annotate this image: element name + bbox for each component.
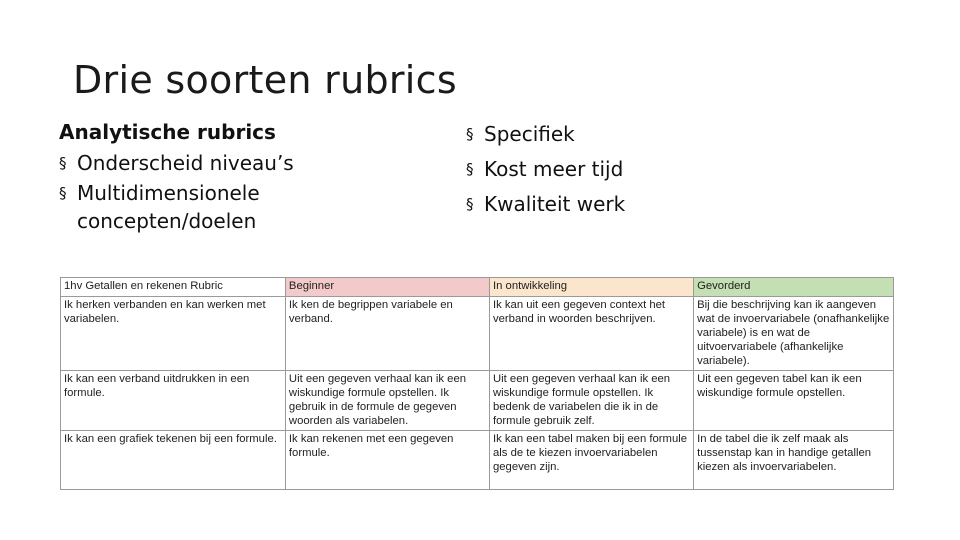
rubric-cell: Ik kan uit een gegeven context het verband in woorden beschrijven. — [489, 297, 693, 371]
rubric-header-in-ontwikkeling: In ontwikkeling — [489, 278, 693, 297]
rubric-cell: In de tabel die ik zelf maak als tussenstap kan in handige getallen kiezen als invoervariabelen. — [694, 431, 894, 490]
square-bullet-icon: § — [466, 125, 474, 143]
rubric-cell: Ik kan rekenen met een gegeven formule. — [285, 431, 489, 490]
rubric-cell: Ik ken de begrippen variabele en verband. — [285, 297, 489, 371]
right-bullet-item — [466, 117, 866, 152]
rubric-header-gevorderd: Gevorderd — [694, 278, 894, 297]
left-heading: Analytische rubrics — [59, 120, 276, 144]
left-bullet-list — [59, 148, 439, 235]
left-bullet-item — [59, 179, 439, 235]
right-bullet-text: Specifiek — [484, 122, 575, 146]
rubric-cell: Bij die beschrijving kan ik aangeven wat de invoervariabele (onafhankelijke variabele) is en wat de uitvoervariabele (afhankelijke variabele). — [694, 297, 894, 371]
left-bullet-text: Onderscheid niveau’s — [77, 151, 294, 175]
right-bullet-text: Kwaliteit werk — [484, 192, 626, 216]
rubric-cell: Uit een gegeven verhaal kan ik een wiskundige formule opstellen. Ik bedenk de variabelen die ik in de formule gebruik zelf. — [489, 371, 693, 431]
rubric-table — [60, 277, 894, 490]
rubric-header-beginner: Beginner — [285, 278, 489, 297]
slide-title: Drie soorten rubrics — [73, 58, 457, 102]
rubric-table-image — [60, 277, 894, 495]
right-bullet-item — [466, 187, 866, 222]
right-text-column — [466, 117, 866, 222]
right-bullet-list — [466, 117, 866, 222]
square-bullet-icon: § — [59, 184, 67, 202]
left-text-column — [59, 117, 439, 235]
left-bullet-item — [59, 148, 439, 179]
rubric-cell: Ik kan een grafiek tekenen bij een formule. — [61, 431, 286, 490]
rubric-row — [61, 371, 894, 431]
rubric-cell: Uit een gegeven tabel kan ik een wiskundige formule opstellen. — [694, 371, 894, 431]
rubric-row — [61, 431, 894, 490]
rubric-cell: Ik kan een tabel maken bij een formule als de te kiezen invoervariabelen gegeven zijn. — [489, 431, 693, 490]
rubric-cell: Ik kan een verband uitdrukken in een formule. — [61, 371, 286, 431]
rubric-header-topic: 1hv Getallen en rekenen Rubric — [61, 278, 286, 297]
rubric-cell: Uit een gegeven verhaal kan ik een wiskundige formule opstellen. Ik gebruik in de formule de gegeven woorden als variabelen. — [285, 371, 489, 431]
rubric-cell: Ik herken verbanden en kan werken met variabelen. — [61, 297, 286, 371]
left-bullet-text: Multidimensionele concepten/doelen — [77, 181, 260, 233]
rubric-row — [61, 297, 894, 371]
square-bullet-icon: § — [59, 154, 67, 172]
square-bullet-icon: § — [466, 160, 474, 178]
rubric-header-row — [61, 278, 894, 297]
right-bullet-text: Kost meer tijd — [484, 157, 624, 181]
right-bullet-item — [466, 152, 866, 187]
square-bullet-icon: § — [466, 195, 474, 213]
